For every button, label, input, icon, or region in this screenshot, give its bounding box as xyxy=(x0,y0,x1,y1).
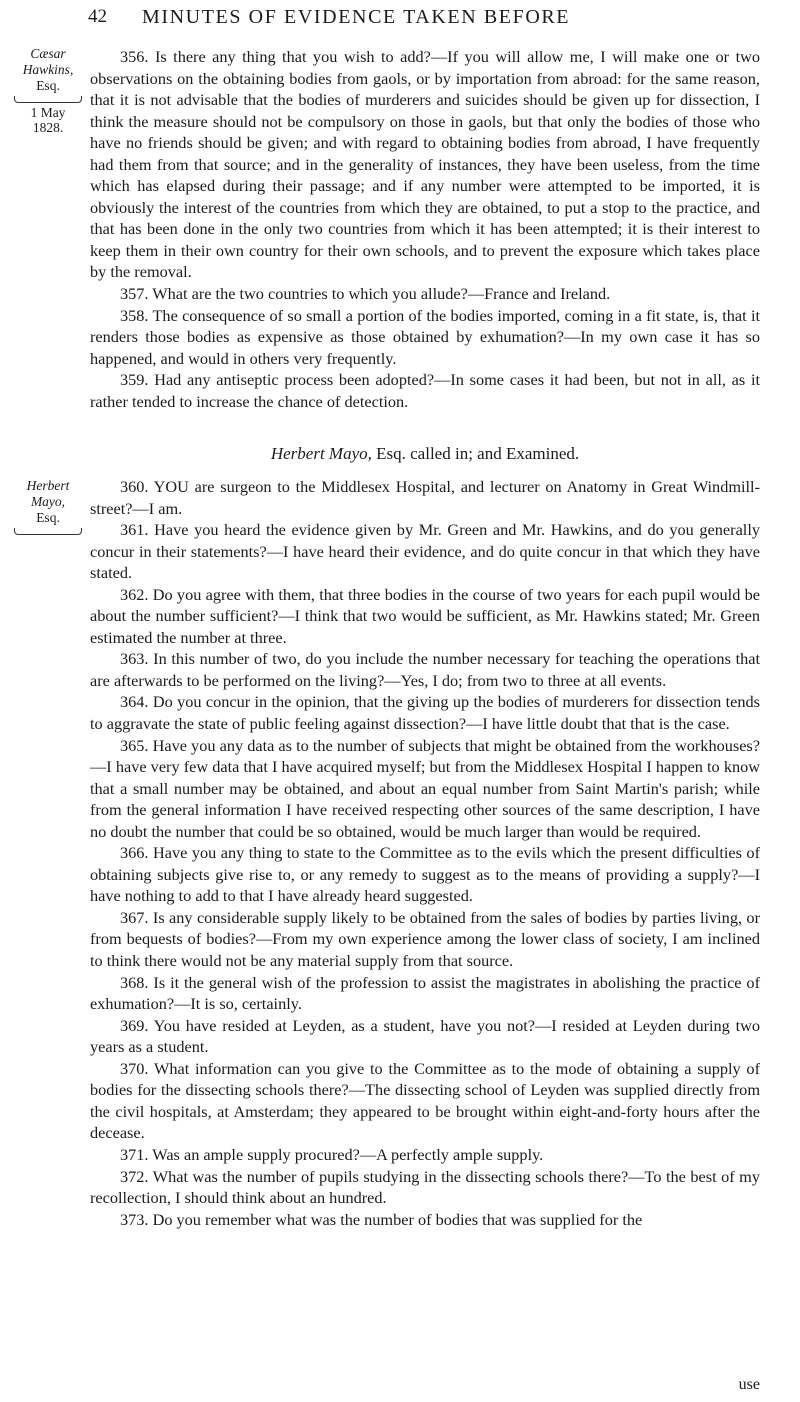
question-paragraph: 371. Was an ample supply procured?—A perfectly ample supply. xyxy=(120,1144,544,1164)
question-paragraph: 367. Is any considerable supply likely to be obtained from the sales of bodies by parties living, or from bequests of bodies?—From my own experience among the lower class of society, I am inclined to think there would not be any material supply from that source. xyxy=(90,907,760,971)
evidence-block-mayo xyxy=(90,476,760,1230)
evidence-block-hawkins xyxy=(90,46,760,412)
question-paragraph: 361. Have you heard the evidence given by Mr. Green and Mr. Hawkins, and do you generally concur in their statements?—I have heard their evidence, and do quite concur in that which they have stated. xyxy=(90,520,760,583)
margin-brace xyxy=(14,96,82,103)
question-paragraph: 359. Had any antiseptic process been adopted?—In some cases it had been, but not in all, as it rather tended to increase the chance of detection. xyxy=(90,370,760,411)
section-heading xyxy=(90,444,760,464)
margin-brace xyxy=(14,528,82,535)
witness-name: Herbert Mayo, xyxy=(270,444,372,463)
question-paragraph: 373. Do you remember what was the number of bodies that was supplied for the xyxy=(120,1209,643,1229)
question-paragraph: 358. The consequence of so small a portion of the bodies imported, coming in a fit state, is, that it renders those bodies as expensive as those obtained by exhumation?—In my own case it has so happened, and would in others very frequently. xyxy=(90,305,760,368)
margin-witness-name: Cæsar Hawkins, xyxy=(22,46,74,77)
question-paragraph: 362. Do you agree with them, that three bodies in the course of two years for each pupil would be about the number sufficient?—I think that two would be sufficient, as Mr. Hawkins stated; Mr. Green estimated the number at three. xyxy=(90,584,760,647)
margin-date-day: 1 May xyxy=(30,105,66,120)
question-paragraph: 357. What are the two countries to which you allude?—France and Ireland. xyxy=(120,284,611,304)
question-paragraph: 365. Have you any data as to the number of subjects that might be obtained from the workhouses?—I have very few data that I have acquired myself; but from the Middlesex Hospital I happen to know that a small number may be obtained, and about an equal number from Saint Martin's parish; while from the general information I have received respecting other sources of the same description, I have no doubt the number that could be so obtained, would be much larger than would be required. xyxy=(90,735,760,841)
margin-note-hawkins xyxy=(10,46,86,135)
running-head: MINUTES OF EVIDENCE TAKEN BEFORE xyxy=(142,6,571,28)
catchword: use xyxy=(738,1376,760,1393)
margin-date-year: 1828. xyxy=(32,120,64,135)
heading-rest: Esq. called in; and Examined. xyxy=(376,444,580,463)
page-number: 42 xyxy=(88,6,107,27)
question-paragraph: 369. You have resided at Leyden, as a student, have you not?—I resided at Leyden during two years as a student. xyxy=(90,1015,760,1057)
margin-note-mayo xyxy=(10,478,86,537)
margin-witness-name: Herbert Mayo, xyxy=(26,478,70,509)
margin-witness-title: Esq. xyxy=(36,78,60,93)
question-paragraph: 372. What was the number of pupils studying in the dissecting schools there?—To the best of my recollection, I should think about an hundred. xyxy=(90,1166,760,1208)
question-paragraph: 360. YOU are surgeon to the Middlesex Hospital, and lecturer on Anatomy in Great Windmill-street?—I am. xyxy=(90,477,760,518)
question-paragraph: 364. Do you concur in the opinion, that the giving up the bodies of murderers for dissection tends to aggravate the state of public feeling against dissection?—I have little doubt that that is the case. xyxy=(90,692,760,734)
margin-witness-title: Esq. xyxy=(36,510,60,525)
question-paragraph: 370. What information can you give to the Committee as to the mode of obtaining a supply of bodies for the dissecting schools there?—The dissecting school of Leyden was supplied directly from the civil hospitals, at Amsterdam; they appeared to be brought within eight-and-forty hours after the decease. xyxy=(90,1058,760,1143)
question-paragraph: 366. Have you any thing to state to the Committee as to the evils which the present difficulties of obtaining subjects give rise to, or any remedy to suggest as to the means of providing a supply?—I have nothing to add to that I have already heard suggested. xyxy=(90,843,760,906)
question-paragraph: 368. Is it the general wish of the profession to assist the magistrates in abolishing the practice of exhumation?—It is so, certainly. xyxy=(90,972,760,1014)
question-paragraph: 363. In this number of two, do you include the number necessary for teaching the operations that are afterwards to be performed on the living?—Yes, I do; from two to three at all events. xyxy=(90,649,760,690)
question-paragraph: 356. Is there any thing that you wish to add?—If you will allow me, I will make one or two observations on the obtaining bodies from gaols, or by importation from abroad: for the same reason, that it is not advisable that the bodies of murderers and suicides should be given up for dissection, I think the measure should not be compulsory on those in gaols, but that only the bodies of those who have no friends should be given; and with regard to obtaining bodies from abroad, I have frequently had them from that source; and in the generality of instances, they have been useless, from the time which has elapsed during their passage; and if any number were attempted to be imported, it is obviously the interest of the countries from which they are obtained, to put a stop to the practice, and that has been done in the only two countries from which it has been attempted; it is their interest to keep them in their own country for their own schools, and to prevent the exposure which takes place by the removal. xyxy=(90,47,760,282)
